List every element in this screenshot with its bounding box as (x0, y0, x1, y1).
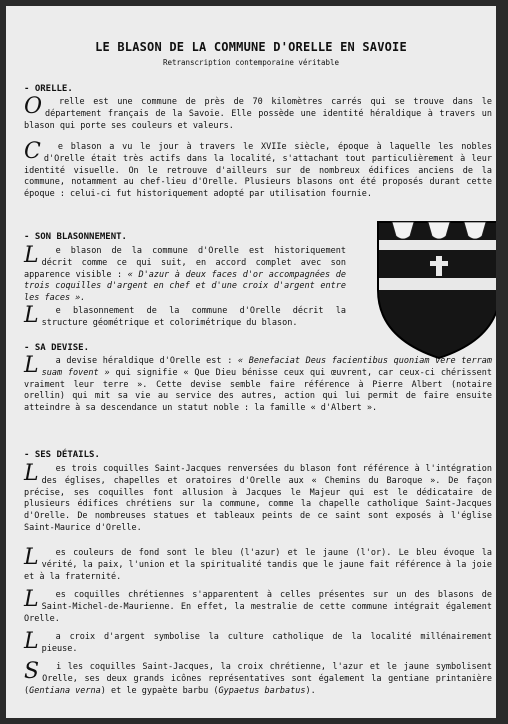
drop-cap: L (24, 243, 39, 268)
drop-cap: L (24, 629, 39, 654)
drop-cap: C (24, 139, 41, 164)
paragraph (24, 659, 492, 697)
fess-band (379, 240, 496, 250)
paragraph (24, 461, 492, 535)
paragraph-text: e blason de la commune d'Orelle est historiquement décrit comme ce qui suit, en accord complet avec son apparence visible : (24, 246, 346, 280)
paragraph-text: a croix d'argent symbolise la culture catholique de la localité millénairement pieuse. (41, 632, 492, 654)
paragraph-text: i les coquilles Saint-Jacques, la croix chrétienne, l'azur et le jaune symbolisent Orelle, ses deux grands icônes représentatives sont également la gentiane printanière ( (24, 662, 492, 696)
paragraph-text: e blasonnement de la commune d'Orelle décrit la structure géométrique et colorimétrique du blason. (41, 306, 346, 328)
drop-cap: L (24, 303, 39, 328)
document-subtitle: Retranscription contemporaine véritable (162, 58, 340, 67)
section-heading-details: - SES DÉTAILS. (24, 450, 100, 460)
document-title: LE BLASON DE LA COMMUNE D'ORELLE EN SAVOIE (95, 40, 407, 54)
paragraph-text: es couleurs de fond sont le bleu (l'azur) et le jaune (l'or). Le bleu évoque la vérité, la paix, l'union et la spiritualité tandis que le jaune fait référence à la joie et à la fraternité. (24, 548, 492, 582)
motto-quote: « Benefaciat Deus facientibus quoniam vere terram suam fovent » (41, 356, 492, 378)
paragraph-text: e blason a vu le jour à travers le XVIIe siècle, époque à laquelle les nobles d'Orelle était très actifs dans la localité, s'attachant tout particulièrement à leur identité visuelle. On le retrouve d'ailleurs sur de nombreux édifices anciens de la commune, notamment au chef-lieu d'Orelle. Plusieurs blasons ont été proposés durant cette époque : celui-ci fut historiquement adopté par utilisation fournie. (24, 142, 492, 200)
section-heading-orelle: - ORELLE. (24, 84, 73, 94)
drop-cap: L (24, 353, 39, 378)
paragraph-text: a devise héraldique d'Orelle est : (55, 356, 233, 366)
paragraph-text: relle est une commune de près de 70 kilomètres carrés qui se trouve dans le département français de la Savoie. Elle possède une identité héraldique à travers un blason qui porte ses couleurs et valeurs. (24, 97, 492, 131)
paragraph (24, 545, 492, 583)
drop-cap: O (24, 94, 43, 119)
drop-cap: S (24, 659, 40, 684)
paragraph-text: ). (305, 685, 316, 696)
latin-name: Gentiana verna (29, 685, 101, 696)
coat-of-arms-image (374, 220, 496, 360)
scallop-shells (392, 222, 486, 239)
paragraph-text: ) et le gypaète barbu ( (100, 685, 219, 696)
paragraph-text: es coquilles chrétiennes s'apparentent à celles présentes sur un des blasons de Saint-Michel-de-Maurienne. En effet, la mestralie de cette commune intégrait également Orelle. (24, 590, 492, 624)
latin-name: Gypaetus barbatus (218, 685, 306, 696)
paragraph (24, 94, 492, 132)
drop-cap: L (24, 587, 39, 612)
paragraph (24, 303, 346, 330)
paragraph (24, 139, 492, 201)
paragraph-text: qui signifie « Que Dieu bénisse ceux qui œuvrent, car ceux-ci chérissent vraiment leur terre ». Cette devise semble faire référence à Pierre Albert (notaire orellin) qui mit sa vie au service des autres, action qui lui permit de faire ensuite atteindre à sa descendance un statut noble : la famille « d'Albert ». (24, 367, 492, 414)
blazon-quote: « D'azur à deux faces d'or accompagnées de trois coquilles d'argent en chef et d'une croix d'argent entre les faces ». (24, 269, 346, 304)
drop-cap: L (24, 545, 39, 570)
paragraph-text: es trois coquilles Saint-Jacques renversées du blason font référence à l'intégration des églises, chapelles et oratoires d'Orelle aux « Chemins du Baroque ». De façon précise, ses coquilles font allusion à Jacques le Majeur qui est le dédicataire de plusieurs édifices chrétiens sur la commune, comme la chapelle catholique Saint-Jacques d'Orelle. De nombreuses statues et tableaux peints de ce saint sont exposés à l'église Saint-Maurice d'Orelle. (24, 464, 492, 533)
fess-band (379, 278, 496, 290)
document-page (6, 6, 496, 718)
paragraph (24, 353, 492, 415)
section-heading-blasonnement: - SON BLASONNEMENT. (24, 232, 127, 242)
drop-cap: L (24, 461, 39, 486)
paragraph (24, 587, 492, 625)
section-heading-devise: - SA DEVISE. (24, 343, 90, 353)
paragraph (24, 243, 346, 305)
paragraph (24, 629, 492, 656)
